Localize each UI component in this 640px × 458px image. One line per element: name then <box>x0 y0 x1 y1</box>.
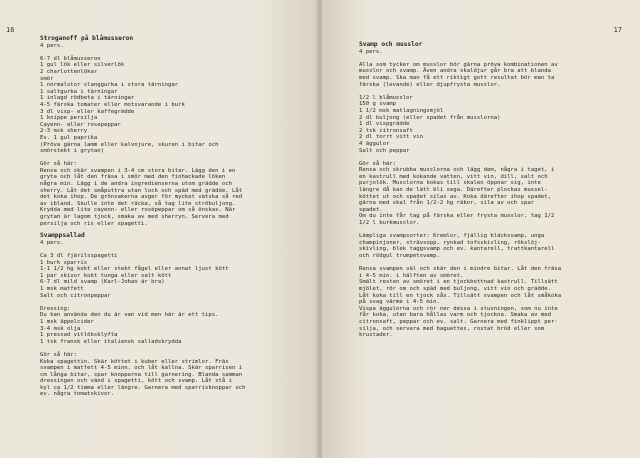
recipe-line: 1 inlagd rödbeta i tärningar <box>40 95 135 102</box>
recipe-line: 1 1/2 msk matlagningsmjöl <box>359 107 444 114</box>
recipe-line: 1/2 l blåmusslor <box>359 94 413 101</box>
recipe-line <box>40 299 310 306</box>
recipe-line: köttet ut och spadet silas av. Koka därefter ihop spadet, <box>359 193 551 200</box>
recipe-line: kyl ca 1/2 timma eller längre. Garnera med sparrisknoppar och <box>40 384 246 391</box>
recipe-line: ev. några tomatskivor. <box>40 391 115 398</box>
recipe-line: 4 pers. <box>40 42 64 49</box>
recipe-line: 150 g svamp <box>359 101 397 108</box>
recipe-line <box>40 345 310 352</box>
recipe-line: musslor och svamp. Även andra skaldjur går bra att blanda <box>359 68 551 75</box>
recipe-line: 1 dl vispgrädde <box>359 121 410 128</box>
recipe-line: silja, och servera med baguettes, rostat bröd eller som <box>359 325 545 332</box>
recipe-line: grytan är lagom tjock, smaka av med sherryn. Servera med <box>40 214 229 221</box>
recipe-line: Cayenn- eller rosepeppar <box>40 121 121 128</box>
page-number-left: 16 <box>6 26 15 34</box>
recipe-line: 1 par skivor kokt tunga eller salt kött <box>40 272 172 279</box>
recipe-line <box>40 246 310 253</box>
recipe-line: en kastrull med kokande vatten, vitt vin, dill, salt och <box>359 173 548 180</box>
left-page <box>0 0 318 458</box>
recipe-line: Rensa och skär svampen i 3-4 cm stora bitar. Lägg den i en <box>40 167 236 174</box>
recipe-line: champinjoner, strävsopp, rynkad tofsskivling, rökslöj- <box>359 239 541 246</box>
recipe-line: 1 tsk fransk eller italiensk salladskrydda <box>40 338 182 345</box>
recipe-line: Rensa svampen väl och skär den i mindre bitar. Låt den fräsa <box>359 266 562 273</box>
recipe-line <box>359 154 635 161</box>
recipe-line: 2 dl torrt vitt vin <box>359 134 423 141</box>
recipe-line: persilja och ris eller spagetti. <box>40 220 148 227</box>
recipe-line: 1 burk sparris <box>40 259 88 266</box>
recipe-line: Ca 3 dl fjärilsspagetti <box>40 253 118 259</box>
recipe-line: 6-7 dl blåmusseron <box>40 55 101 62</box>
recipe-line: Koka spagettin. Skär köttet i kuber eller strimlor. Fräs <box>40 358 229 365</box>
recipe-line <box>40 155 310 162</box>
recipe-line: Gör så här: <box>359 160 397 167</box>
recipe-line: 1 knippe persilja <box>40 115 98 122</box>
recipe-line: 2 charlottenlökar <box>40 68 98 75</box>
right-page-content <box>359 42 635 339</box>
recipe-line: 4-5 färska tomater eller motsvarande i burk <box>40 101 185 108</box>
recipe-line: några min. Lägg i de andra ingredienserna utom grädde och <box>40 181 232 188</box>
recipe-line <box>359 227 635 234</box>
recipe-line: Lämpliga svampsorter: Kremlor, fjällig bläcksvamp, unga <box>359 233 545 240</box>
recipe-line: färska (levande) eller djupfrysta musslor. <box>359 81 501 88</box>
recipe-line: Krydda med lite cayenn- eller rosépeppar om så önskas. När <box>40 207 236 214</box>
recipe-line: 1 gul lök eller silverlök <box>40 62 125 69</box>
recipe-line: Vispa äggulorna och rör ner dessa i stuvningen, som nu inte <box>359 305 558 312</box>
recipe-line <box>359 55 635 62</box>
recipe-line: får koka, utan bara hållas varm och tjockna. Smaka av med <box>359 312 551 319</box>
recipe-line: 4 äggulor <box>359 140 390 147</box>
recipe-line: svampen i matfett 4-5 minn. och låt kallna. Skär sparrisen i <box>40 365 243 372</box>
recipe-line: Smält resten av smöret i en tjockbottnad kastrull. Tillsätt <box>359 279 558 286</box>
recipe-line: mjölet, rör om och späd med buljong, vitt vin och grädde. <box>359 285 551 292</box>
recipe-title: Stroganoff på blåmusseron <box>40 35 134 42</box>
recipe-line: Du kan använda den du är van vid men här är ett tips. <box>40 312 219 319</box>
recipe-line: Alla som tycker om musslor bör gärna pröva kombinationen av <box>359 61 558 68</box>
recipe-line <box>40 49 310 56</box>
recipe-line: 1 msk äppelcider <box>40 318 94 325</box>
recipe-line: 4 pers. <box>40 239 64 246</box>
recipe-line: Gör så här: <box>40 161 78 168</box>
recipe-line: 3-4 msk olja <box>40 325 81 332</box>
recipe-line: gryta och låt den fräsa i smör med den finhackade löken <box>40 174 226 181</box>
recipe-line: Dressing: <box>40 305 71 312</box>
recipe-line: citronsaft, peppar och ev. salt. Garnera med finklippt per- <box>359 318 558 325</box>
recipe-line: 1 msk matfett <box>40 285 84 292</box>
recipe-line: sherry. Låt det småputtra utan lock och späd med grädde. Låt <box>40 187 243 194</box>
recipe-line: skivling, blek taggsvamp och ev. kantarell, trattkantarell <box>359 246 555 253</box>
recipe-line: 4 pers. <box>359 48 383 55</box>
recipe-line: 2-3 msk sherry <box>40 128 88 135</box>
recipe-line: 1 saltgurka i tärningar <box>40 88 118 95</box>
recipe-line: i 4-5 min. i hälften av smöret. <box>359 272 464 279</box>
recipe-line: det koka ihop. De grönsakerna avger för mycket vätska så red <box>40 194 243 201</box>
recipe-line: Salt och peppar <box>359 147 410 154</box>
recipe-line: Salt och citronpeppar <box>40 292 111 299</box>
recipe-line: gärna med skal från 1/2-2 hg räkor, sila av och spar <box>359 200 535 207</box>
recipe-line: Gör så här: <box>40 351 78 358</box>
recipe-section <box>40 36 310 227</box>
recipe-section <box>359 42 635 339</box>
recipe-line: 2 tsk citronsaft <box>359 127 413 134</box>
recipe-line: Ev. 1 gul paprika <box>40 134 98 141</box>
recipe-line: 1-1 1/2 hg kokt eller stekt fågel eller annat ljust kött <box>40 266 229 273</box>
left-page-content <box>40 36 310 398</box>
recipe-line: krustader. <box>359 332 393 339</box>
recipe-line: smörstekt i grytan) <box>40 148 104 155</box>
recipe-line: på svag värme i 4-5 min. <box>359 299 440 306</box>
recipe-line: Om du inte får tag på färska eller frysta musslor, tag 1/2 <box>359 213 555 220</box>
recipe-line: 3 dl visp- eller kaffegrädde <box>40 108 135 115</box>
recipe-line: med svamp. Ska man få ett riktigt gott resultat bör man ta <box>359 74 555 81</box>
recipe-line: spadet. <box>359 206 383 213</box>
recipe-line: 6-7 dl mild svamp (Karl-Johan är bra) <box>40 279 165 286</box>
recipe-line: 2 dl buljong (eller spadet från musslorna) <box>359 114 501 121</box>
recipe-line: 1/2 l burkmusslor. <box>359 220 420 227</box>
recipe-line: dressingen och vänd i spagetti, kött och svamp. Låt stå i <box>40 378 232 385</box>
recipe-line: purjolök. Musslorna kokas till skalen öppnar sig, inte <box>359 180 541 187</box>
recipe-line: och rödgul trumpetsvamp. <box>359 253 440 259</box>
recipe-section <box>40 227 310 398</box>
recipe-line: Rensa och skrubba musslorna och lägg dem, några i taget, i <box>359 167 555 174</box>
recipe-line: av ibland. Skulle inte det räcka, så tag lite ströbuljong. <box>40 200 236 207</box>
recipe-line <box>359 88 635 95</box>
recipe-line: Låt koka till en tjock sås. Tillsätt svampen och låt småkoka <box>359 292 562 299</box>
recipe-title: Svamp och musslor <box>359 41 423 48</box>
recipe-line: (Pröva gärna lamm eller kalvnjure, skuren i bitar och <box>40 141 219 148</box>
recipe-line: smör <box>40 75 54 82</box>
right-page <box>322 0 640 458</box>
recipe-line: 1 normalstor slanggurka i stora tärningar <box>40 82 179 89</box>
page-number-right: 17 <box>613 26 622 34</box>
recipe-line: 1 pressad vitlöksklyfta <box>40 332 118 339</box>
recipe-line: längre då kan de lätt bli sega. Därefter plockas mussel- <box>359 187 548 194</box>
recipe-line: cm långa bitar, spar knopparna till garnering. Blanda samman <box>40 371 243 378</box>
recipe-title: Svamppsallad <box>40 232 85 240</box>
